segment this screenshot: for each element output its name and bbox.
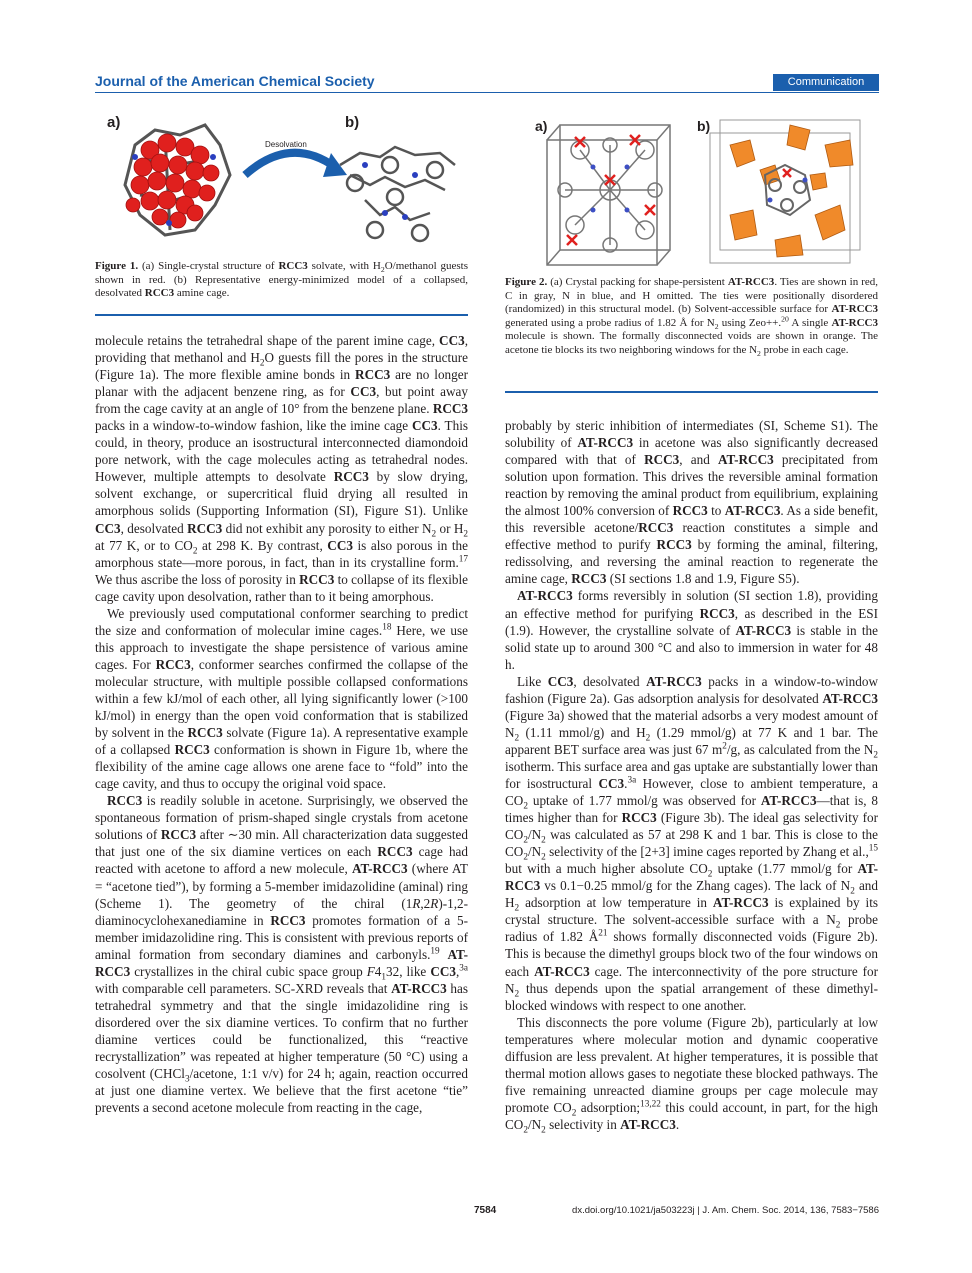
figure-2-panel-b-label: b) xyxy=(697,118,711,134)
rcc3-solvate-structure xyxy=(125,125,230,235)
journal-title: Journal of the American Chemical Society xyxy=(95,73,375,89)
right-column-text xyxy=(505,417,878,1133)
section-badge: Communication xyxy=(773,74,879,91)
figure-1-graphic xyxy=(95,105,470,255)
page-number: 7584 xyxy=(474,1205,497,1216)
header-rule xyxy=(95,92,879,93)
rcc3-collapsed-structure xyxy=(340,147,455,241)
doi-citation: dx.doi.org/10.1021/ja503223j | J. Am. Chem. Soc. 2014, 136, 7583−7586 xyxy=(572,1205,879,1216)
figure-2-caption-text: (a) Crystal packing for shape-persistent AT-RCC3. Ties are shown in red, C in gray, N in blue, and H omitted. The ties were positionally disordered (randomized) in this structural model. (b) Solvent-accessible surface for AT-RCC3 generated using a probe radius of 1.82 Å for $N_2$ using Zeo++.$^{20}$ A single AT-RCC3 molecule is shown. The formally disconnected voids are shown in orange. The acetone tie blocks its two neighboring windows for the $N_2$ probe in each cage. xyxy=(505,276,879,359)
desolvation-label: Desolvation xyxy=(265,140,307,149)
figure-2-caption xyxy=(505,276,878,358)
paragraph: probably by steric inhibition of intermediates (SI, Scheme S1). The solubility of AT-RCC3 in acetone was also significantly decreased compared with that of RCC3, and AT-RCC3 precipitated from solution upon formation. This drives the reversible aminal formation reaction by removing the aminal product from equilibrium, explaining the almost 100% conversion of RCC3 to AT-RCC3. As a side benefit, this reversible acetone/RCC3 reaction constitutes a simple and effective method to purify RCC3 by forming the aminal, filtering, redissolving, and reversing the aminal reaction to regenerate the amine cage, RCC3 (SI sections 1.8 and 1.9, Figure S5). xyxy=(505,418,879,587)
figure-2-caption-rule xyxy=(505,391,878,393)
at-rcc3-packing xyxy=(547,125,670,265)
paragraph: This disconnects the pore volume (Figure 2b), particularly at low temperatures where molecular motion and dynamic cooperative diffusion are less prevalent. At higher temperatures, it is possible that thermal motion allows gases to negotiate these blocked pathways. The five remaining unreacted diamine groups per cage molecule may promote $CO_2$ adsorption;$^{13,22}$ this could account, in part, for the high $CO_2/N_2$ selectivity in AT-RCC3. xyxy=(505,1014,878,1135)
figure-1-caption-text: (a) Single-crystal structure of RCC3 solvate, with $H_2O$/methanol guests shown in red. (b) Representative energy-minimized model of a collapsed, desolvated RCC3 amine cage. xyxy=(95,260,468,300)
figure-1-panel-b-label: b) xyxy=(345,114,360,131)
figure-1-panel-a-label: a) xyxy=(107,114,121,131)
left-column-text xyxy=(95,332,468,1116)
paragraph: Like CC3, desolvated AT-RCC3 packs in a window-to-window fashion (Figure 2a). Gas adsorption analysis for desolvated AT-RCC3 (Figure 3a) showed that the material adsorbs a very modest amount of $N_2$ (1.11 mmol/g) and $H_2$ (1.29 mmol/g) at 77 K and 1 bar. The apparent BET surface area was just 67 $m^2/g$, as calculated from the $N_2$ isotherm. This surface area and gas uptake are substantially lower than for isostructural CC3.$^{3a}$ However, close to ambient temperature, a $CO_2$ uptake of 1.77 mmol/g was observed for AT-RCC3—that is, 8 times higher than for RCC3 (Figure 3b). The ideal gas selectivity for $CO_2/N_2$ was calculated as 57 at 298 K and 1 bar. This is close to the $CO_2/N_2$ selectivity of the [2+3] imine cages reported by Zhang et al.,$^{15}$ but with a much higher absolute $CO_2$ uptake (1.77 mmol/g for AT-RCC3 vs 0.1−0.25 mmol/g for the Zhang cages). The lack of $N_2$ and $H_2$ adsorption at low temperature in AT-RCC3 is explained by its crystal structure. The solvent-accessible surface with a $N_2$ probe radius of 1.82 $Å^{21}$ shows formally disconnected voids (Figure 2b). This is because the dimethyl groups block two of the four windows on each AT-RCC3 cage. The interconnectivity of the pore structure for $N_2$ thus depends upon the spatial arrangement of these dimethyl-blocked windows with respect to one another. xyxy=(505,673,879,1013)
figure-1-caption-rule xyxy=(95,314,468,316)
paragraph: molecule retains the tetrahedral shape of the parent imine cage, CC3, providing that methanol and $H_2O$ guests fill the pores in the structure (Figure 1a). The more flexible amine bonds in RCC3 are no longer planar with the adjacent benzene ring, as for CC3, but point away from the cage cavity at an angle of 10° from the benzene plane. RCC3 packs in a window-to-window fashion, like the imine cage CC3. This could, in theory, produce an isostructural interconnected diamondoid pore network, with the cage molecules acting as tetrahedral nodes. However, multiple attempts to desolvate RCC3 by slow drying, solvent exchange, or supercritical fluid drying all resulted in amorphous solids (Supporting Information (SI), Figure S1). Unlike CC3, desolvated RCC3 did not exhibit any porosity to either $N_2$ or $H_2$ at 77 K, or to $CO_2$ at 298 K. By contrast, CC3 is also porous in the amorphous state—more porous, in fact, than in its crystalline form.$^{17}$ We thus ascribe the loss of porosity in RCC3 to collapse of its flexible cage cavity upon desolvation, rather than to it being amorphous. xyxy=(95,333,469,604)
figure-1-caption xyxy=(95,260,468,301)
figure-1 xyxy=(95,105,470,255)
paragraph: AT-RCC3 forms reversibly in solution (SI section 1.8), providing an effective method for purifying RCC3, as described in the ESI (1.9). However, the crystalline solvate of AT-RCC3 is stable in the solid state up to around 300 °C and also to immersion in water for 48 h. xyxy=(505,588,878,672)
figure-2-panel-a-label: a) xyxy=(535,118,548,134)
figure-2-caption-label: Figure 2. xyxy=(505,276,548,288)
figure-2 xyxy=(505,105,880,270)
desolvation-arrow xyxy=(245,153,335,175)
paragraph: RCC3 is readily soluble in acetone. Surprisingly, we observed the spontaneous formation of prism-shaped single crystals from acetone solutions of RCC3 after ∼30 min. All characterization data suggested that just one of the six diamine vertices on each RCC3 cage had reacted with acetone to afford a new molecule, AT-RCC3 (where AT = “acetone tied”), by forming a 5-member imidazolidine (aminal) ring (Scheme 1). The geometry of the chiral (1R,2R)-1,2-diaminocyclohexanediamine in RCC3 promotes formation of a 5-member imidazolidine ring. This is consistent with previous reports of aminal formation from secondary diamines and carbonyls.$^{19}$ AT-RCC3 crystallizes in the chiral cubic space group $F4_132$, like CC3,$^{3a}$ with comparable cell parameters. SC-XRD reveals that AT-RCC3 has tetrahedral symmetry and that the single imidazolidine ring is disordered over the six diamine vertices. To confirm that no further diamine vertices could be functionalized, this “reactive recrystallization” was repeated at higher temperature (50 °C) using a cosolvent (CHCl$_3$/acetone, 1:1 v/v) for 24 h; again, reaction occurred at just one diamine vertex. We believe that the first acetone “tie” prevents a second acetone molecule from reacting in the cage, xyxy=(95,793,469,1116)
figure-1-caption-label: Figure 1. xyxy=(95,260,139,272)
paragraph: We previously used computational conformer searching to predict the size and conformation of molecular imine cages.$^{18}$ Here, we use this approach to investigate the shape persistence of various amine cages. For RCC3, conformer searches confirmed the collapse of the molecular structure, with multiple possible collapsed conformations within a few kJ/mol of each other, all lying significantly lower (>100 kJ/mol) in energy than the open void conformation that is stabilized by solvent in the RCC3 solvate (Figure 1a). A representative example of a collapsed RCC3 conformation is shown in Figure 1b, where the flexibility of the amine cage allows one arene face to “fold” into the cage cavity, and thus to occupy the original void space. xyxy=(95,605,469,792)
figure-2-graphic xyxy=(505,105,880,270)
at-rcc3-void-surface xyxy=(710,120,860,263)
